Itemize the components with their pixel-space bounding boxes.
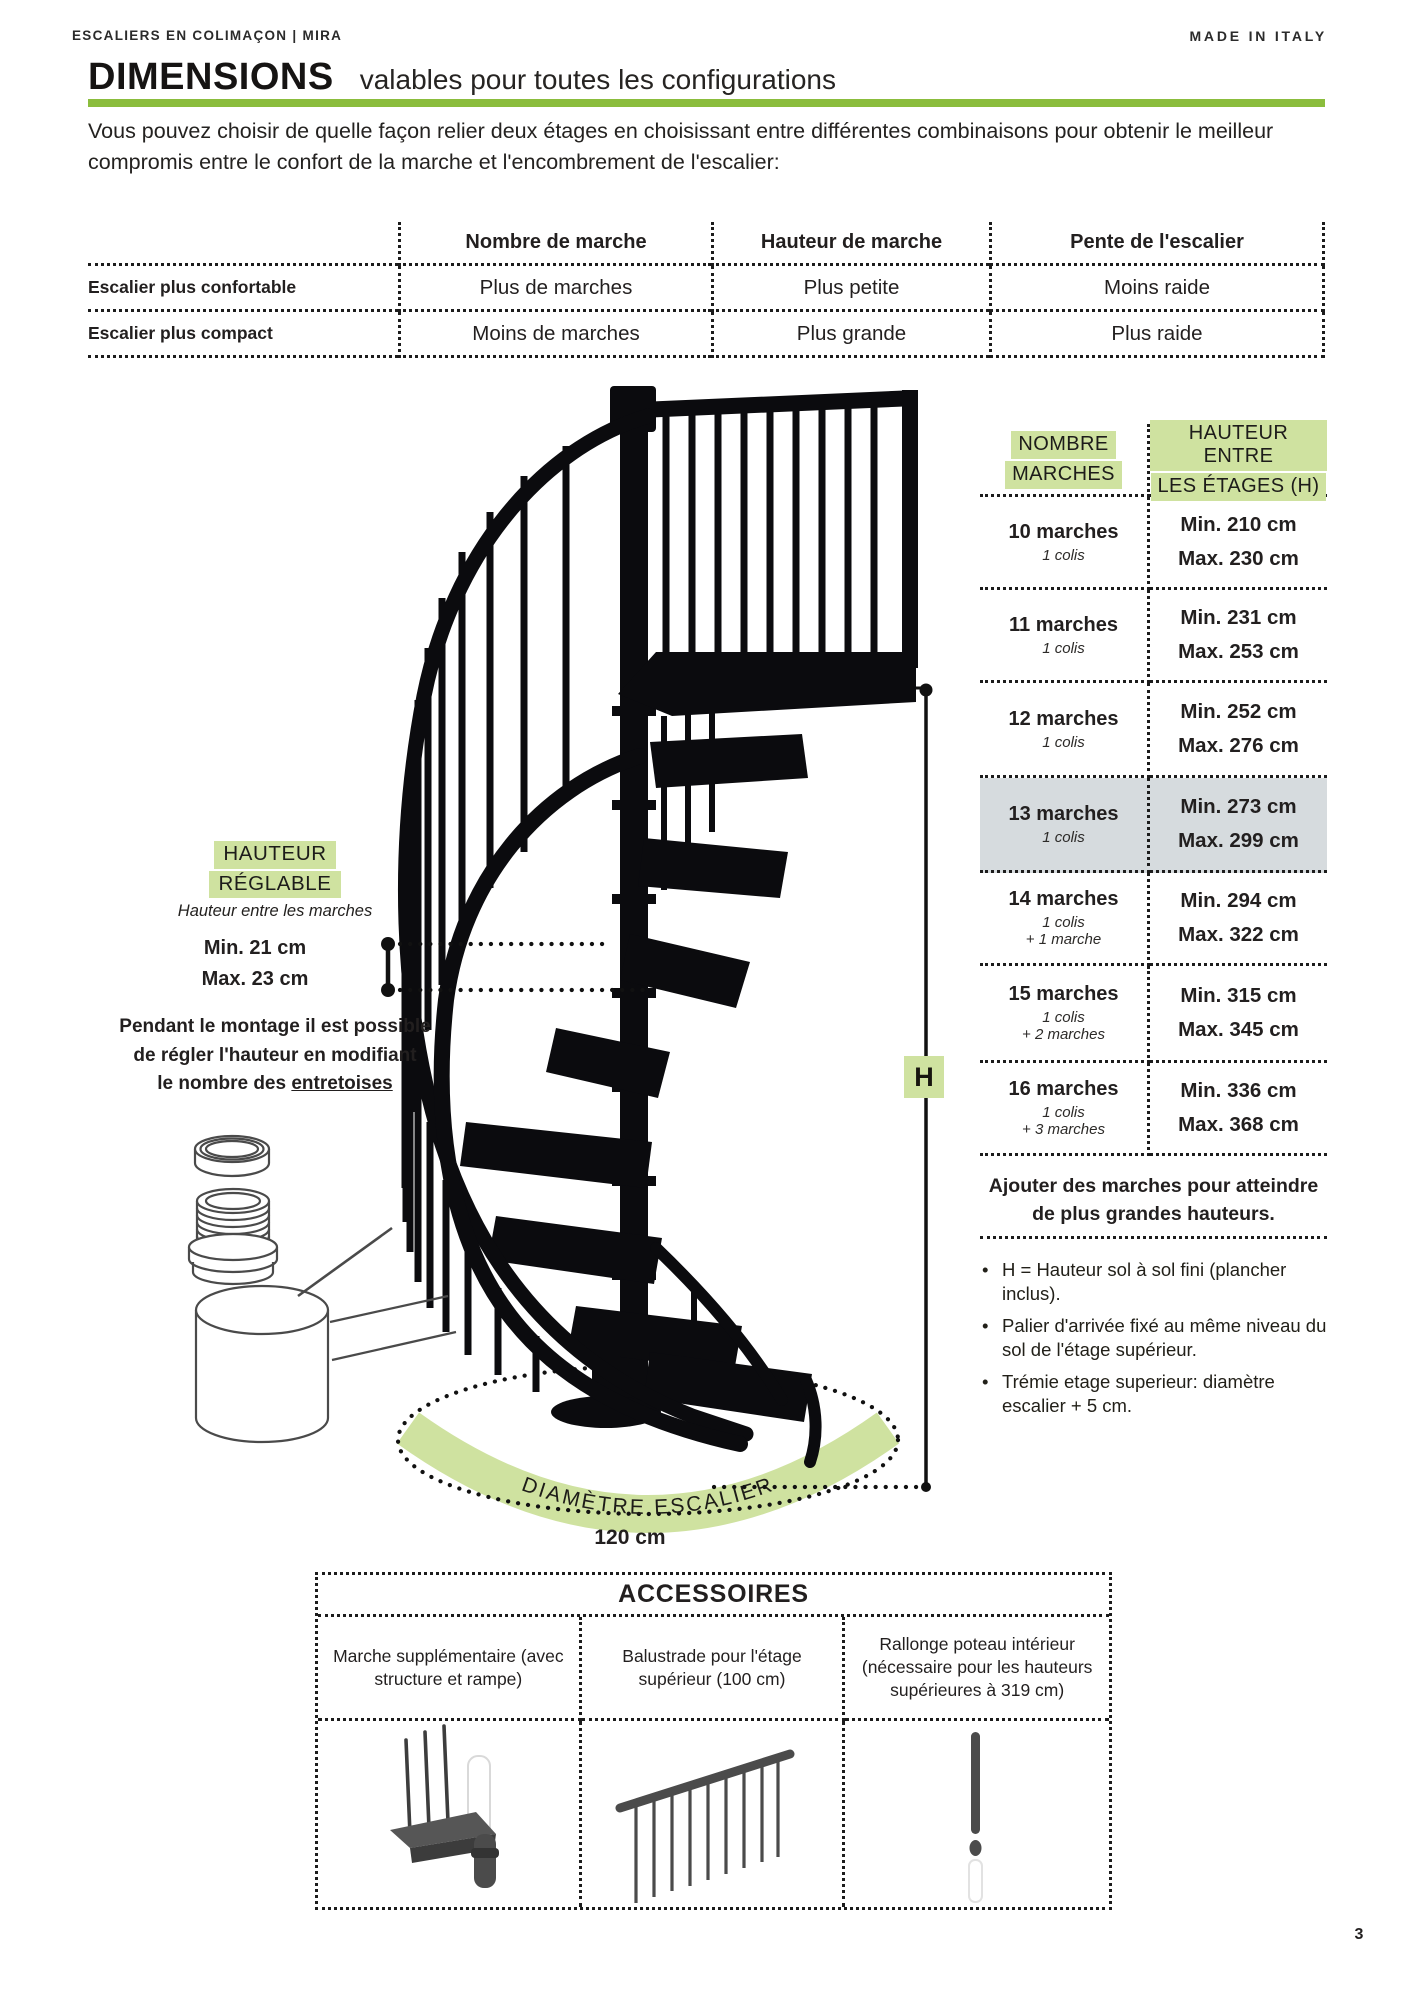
footnotes-list bbox=[980, 1258, 1338, 1426]
height-table bbox=[980, 421, 1327, 1156]
table-row-steps: 10 marches 1 colis bbox=[980, 497, 1150, 590]
intro-paragraph: Vous pouvez choisir de quelle façon relier deux étages en choisissant entre différentes combinaisons pour obtenir le meilleur compromis entre le confort de la marche et l'encombrement de l'escalier: bbox=[88, 119, 1274, 174]
height-table-header-height: HAUTEUR ENTRE LES ÉTAGES (H) bbox=[1150, 424, 1327, 497]
step-height-minmax: Min. 21 cm Max. 23 cm bbox=[201, 937, 309, 990]
table-row-heights: Min. 294 cm Max. 322 cm bbox=[1150, 873, 1327, 966]
table-cell: Plus petite bbox=[711, 266, 989, 312]
footnote: • Palier d'arrivée fixé au même niveau du sol de l'étage supérieur. bbox=[980, 1314, 1338, 1362]
diameter-value: 120 cm bbox=[594, 1526, 666, 1549]
accessory-caption: Rallonge poteau intérieur (nécessaire pour les hauteurs supérieures à 319 cm) bbox=[845, 1617, 1109, 1721]
column-header: Hauteur de marche bbox=[711, 222, 989, 266]
accessory-pole-extension-illustration bbox=[845, 1721, 1109, 1907]
table-row-steps: 16 marches 1 colis + 3 marches bbox=[980, 1063, 1150, 1156]
assembly-note: Pendant le montage il est possible de régler l'hauteur en modifiant le nombre des entretoises bbox=[119, 1016, 431, 1094]
accessory-caption: Marche supplémentaire (avec structure et rampe) bbox=[318, 1617, 582, 1721]
column-header: Pente de l'escalier bbox=[989, 222, 1325, 266]
accessories-section bbox=[315, 1572, 1112, 1910]
table-row-heights-highlighted: Min. 273 cm Max. 299 cm bbox=[1150, 778, 1327, 873]
column-header: Nombre de marche bbox=[398, 222, 711, 266]
dotted-divider bbox=[980, 1236, 1327, 1239]
table-row-steps: 14 marches 1 colis + 1 marche bbox=[980, 873, 1150, 966]
table-row-steps-highlighted: 13 marches 1 colis bbox=[980, 778, 1150, 873]
entretoises-underlined-word: entretoises bbox=[291, 1073, 393, 1094]
table-cell: Plus grande bbox=[711, 312, 989, 358]
table-row-steps: 12 marches 1 colis bbox=[980, 683, 1150, 778]
accessory-extra-step-illustration bbox=[318, 1721, 582, 1907]
table-cell: Plus de marches bbox=[398, 266, 711, 312]
made-in-italy-label: MADE IN ITALY bbox=[1189, 28, 1327, 44]
table-row-steps: 15 marches 1 colis + 2 marches bbox=[980, 966, 1150, 1063]
row-label: Escalier plus confortable bbox=[88, 266, 398, 312]
page-title-subtitle: valables pour toutes les configurations bbox=[359, 64, 836, 95]
footnote: • Trémie etage superieur: diamètre escalier + 5 cm. bbox=[980, 1370, 1338, 1418]
document-breadcrumb: ESCALIERS EN COLIMAÇON | MIRA bbox=[72, 28, 343, 43]
row-label: Escalier plus compact bbox=[88, 312, 398, 358]
adjustable-height-label: HAUTEUR RÉGLABLE bbox=[150, 840, 400, 899]
table-row-heights: Min. 315 cm Max. 345 cm bbox=[1150, 966, 1327, 1063]
page-title-main: DIMENSIONS bbox=[88, 56, 334, 98]
h-dimension-badge: H bbox=[904, 1056, 944, 1098]
table-cell: Moins raide bbox=[989, 266, 1325, 312]
accessories-title: ACCESSOIRES bbox=[318, 1575, 1109, 1617]
table-row-heights: Min. 336 cm Max. 368 cm bbox=[1150, 1063, 1327, 1156]
table-cell: Plus raide bbox=[989, 312, 1325, 358]
table-row-heights: Min. 252 cm Max. 276 cm bbox=[1150, 683, 1327, 778]
table-row-steps: 11 marches 1 colis bbox=[980, 590, 1150, 683]
table-row-heights: Min. 231 cm Max. 253 cm bbox=[1150, 590, 1327, 683]
height-table-header-steps: NOMBRE MARCHES bbox=[980, 424, 1150, 497]
footnote: • H = Hauteur sol à sol fini (plancher inclus). bbox=[980, 1258, 1338, 1306]
table-row-heights: Min. 210 cm Max. 230 cm bbox=[1150, 497, 1327, 590]
page-number: 3 bbox=[1354, 1926, 1364, 1943]
add-steps-note: Ajouter des marches pour atteindre de plus grandes hauteurs. bbox=[988, 1175, 1319, 1226]
accessory-caption: Balustrade pour l'étage supérieur (100 cm) bbox=[582, 1617, 846, 1721]
diameter-curved-label: DIAMÈTRE ESCALIER bbox=[518, 1472, 778, 1520]
adjustable-height-subtitle: Hauteur entre les marches bbox=[177, 902, 373, 920]
table-cell: Moins de marches bbox=[398, 312, 711, 358]
accessory-balustrade-illustration bbox=[582, 1721, 846, 1907]
